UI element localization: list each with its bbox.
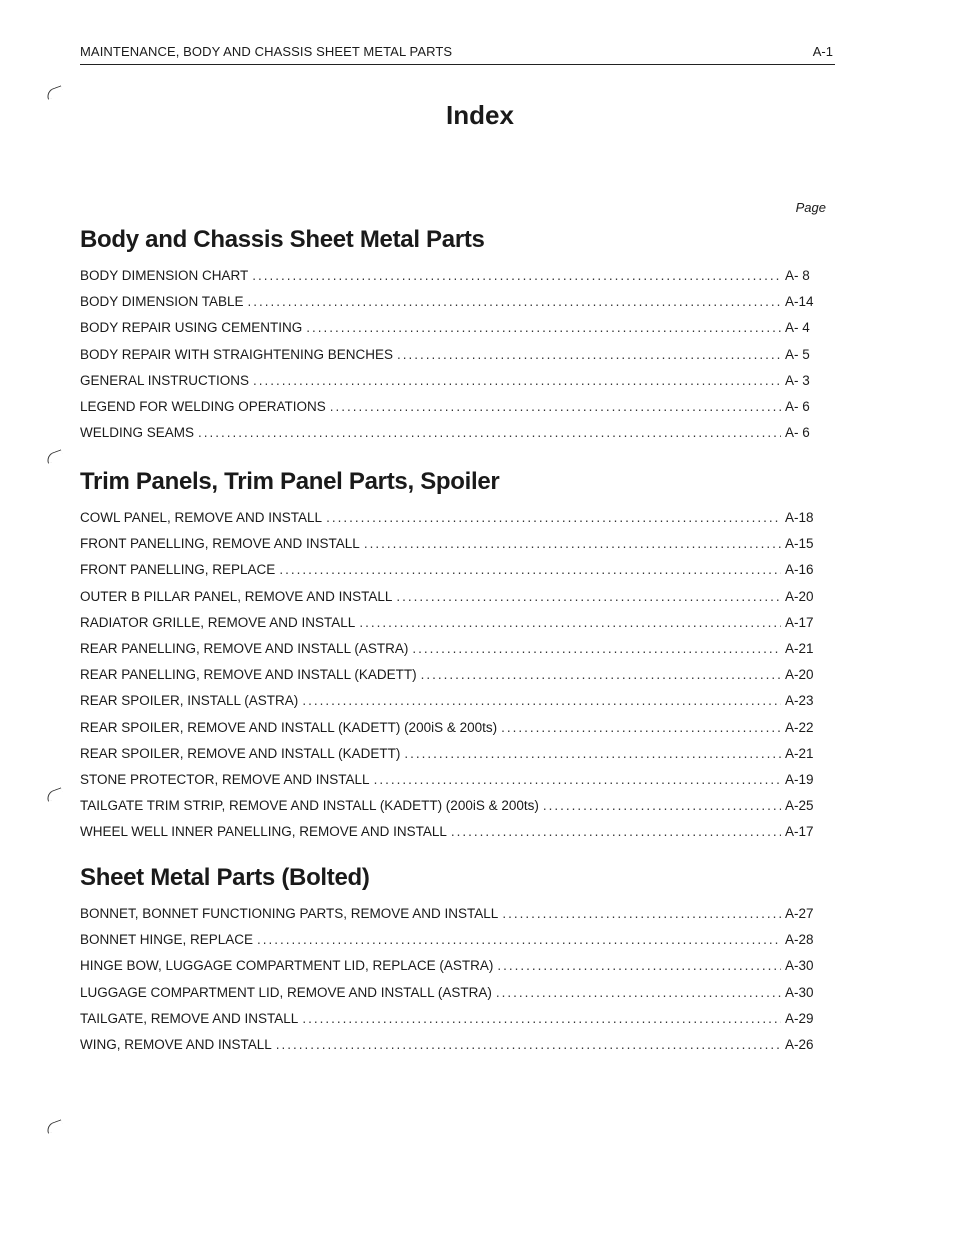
- index-entry: [80, 510, 825, 536]
- entry-label: BODY DIMENSION TABLE: [80, 294, 244, 310]
- dot-leader: [497, 958, 781, 973]
- page-column-label: Page: [795, 200, 826, 215]
- entry-label: FRONT PANELLING, REPLACE: [80, 562, 276, 578]
- entry-label: WELDING SEAMS: [80, 425, 195, 441]
- entry-page: A-21: [785, 640, 814, 656]
- entry-page: A- 6: [785, 398, 810, 414]
- entry-label: REAR PANELLING, REMOVE AND INSTALL (ASTRA): [80, 640, 409, 656]
- entry-label: REAR SPOILER, REMOVE AND INSTALL (KADETT): [80, 745, 401, 761]
- index-entry: [80, 958, 825, 984]
- entry-page: A- 8: [785, 268, 810, 283]
- section-body-chassis: [80, 226, 825, 451]
- dot-leader: [302, 1011, 781, 1026]
- entry-label: STONE PROTECTOR, REMOVE AND INSTALL: [80, 771, 370, 787]
- dot-leader: [397, 347, 781, 362]
- entry-label: TAILGATE TRIM STRIP, REMOVE AND INSTALL (KADETT) (200iS & 200ts): [80, 798, 539, 814]
- entry-page: A-30: [785, 958, 814, 974]
- entry-label: BONNET, BONNET FUNCTIONING PARTS, REMOVE AND INSTALL: [80, 906, 499, 921]
- index-entry: [80, 425, 825, 451]
- entry-label: RADIATOR GRILLE, REMOVE AND INSTALL: [80, 614, 356, 630]
- entry-page: A-25: [785, 798, 814, 814]
- entry-page: A-21: [785, 745, 814, 761]
- entry-label: BODY REPAIR USING CEMENTING: [80, 320, 303, 336]
- entry-label: WING, REMOVE AND INSTALL: [80, 1036, 272, 1052]
- entry-label: GENERAL INSTRUCTIONS: [80, 372, 250, 388]
- entry-label: BODY REPAIR WITH STRAIGHTENING BENCHES: [80, 346, 394, 362]
- index-entry: [80, 824, 825, 850]
- index-entry: [80, 294, 825, 320]
- entry-label: FRONT PANELLING, REMOVE AND INSTALL: [80, 536, 360, 552]
- dot-leader: [421, 667, 781, 682]
- entry-list: [80, 268, 825, 451]
- dot-leader: [198, 425, 781, 440]
- index-entry: [80, 906, 825, 932]
- dot-leader: [279, 562, 781, 577]
- entry-label: LEGEND FOR WELDING OPERATIONS: [80, 398, 326, 414]
- section-trim-panels: [80, 468, 825, 850]
- dot-leader: [502, 906, 781, 921]
- index-entry: [80, 932, 825, 958]
- entry-page: A-16: [785, 562, 814, 578]
- dot-leader: [330, 399, 781, 414]
- index-entry: [80, 615, 825, 641]
- entry-page: A-20: [785, 588, 814, 604]
- entry-label: BODY DIMENSION CHART: [80, 268, 249, 283]
- entry-list: [80, 906, 825, 1063]
- punch-mark: [45, 85, 64, 99]
- entry-page: A- 5: [785, 346, 810, 362]
- header-page-number: A-1: [812, 44, 833, 59]
- entry-page: A- 3: [785, 372, 810, 388]
- section-sheet-metal-bolted: [80, 864, 825, 1063]
- dot-leader: [396, 589, 781, 604]
- entry-page: A-17: [785, 824, 814, 840]
- dot-leader: [543, 798, 781, 813]
- index-entry: [80, 720, 825, 746]
- entry-page: A-27: [785, 906, 814, 921]
- entry-page: A-29: [785, 1010, 814, 1026]
- punch-mark: [45, 449, 64, 463]
- dot-leader: [302, 693, 781, 708]
- punch-mark: [45, 787, 64, 801]
- index-entry: [80, 641, 825, 667]
- dot-leader: [253, 373, 781, 388]
- header-title: MAINTENANCE, BODY AND CHASSIS SHEET METAL PARTS: [80, 44, 453, 59]
- index-entry: [80, 536, 825, 562]
- index-entry: [80, 1037, 825, 1063]
- dot-leader: [451, 824, 781, 839]
- punch-mark: [45, 1119, 64, 1133]
- index-entry: [80, 268, 825, 294]
- index-entry: [80, 1011, 825, 1037]
- index-entry: [80, 746, 825, 772]
- index-entry: [80, 320, 825, 346]
- dot-leader: [276, 1037, 781, 1052]
- entry-page: A-28: [785, 932, 814, 948]
- entry-page: A-30: [785, 984, 814, 1000]
- index-entry: [80, 667, 825, 693]
- entry-page: A-18: [785, 510, 814, 525]
- dot-leader: [359, 615, 781, 630]
- dot-leader: [404, 746, 781, 761]
- entry-page: A-15: [785, 536, 814, 552]
- dot-leader: [364, 536, 781, 551]
- entry-page: A-20: [785, 667, 814, 683]
- index-entry: [80, 985, 825, 1011]
- index-entry: [80, 347, 825, 373]
- entry-label: BONNET HINGE, REPLACE: [80, 932, 254, 948]
- entry-label: REAR SPOILER, INSTALL (ASTRA): [80, 693, 299, 709]
- page-header: [80, 38, 835, 65]
- entry-page: A-14: [785, 294, 814, 310]
- index-title: Index: [446, 100, 514, 130]
- entry-label: LUGGAGE COMPARTMENT LID, REMOVE AND INSTALL (ASTRA): [80, 984, 492, 1000]
- entry-page: A-17: [785, 614, 814, 630]
- entry-page: A-22: [785, 719, 814, 735]
- entry-label: REAR SPOILER, REMOVE AND INSTALL (KADETT) (200iS & 200ts): [80, 719, 498, 735]
- entry-list: [80, 510, 825, 850]
- index-entry: [80, 798, 825, 824]
- entry-label: TAILGATE, REMOVE AND INSTALL: [80, 1010, 299, 1026]
- dot-leader: [501, 720, 781, 735]
- dot-leader: [412, 641, 781, 656]
- entry-label: WHEEL WELL INNER PANELLING, REMOVE AND INSTALL: [80, 824, 447, 840]
- entry-label: HINGE BOW, LUGGAGE COMPARTMENT LID, REPLACE (ASTRA): [80, 958, 494, 974]
- dot-leader: [252, 268, 781, 283]
- dot-leader: [496, 985, 781, 1000]
- dot-leader: [326, 510, 781, 525]
- entry-label: COWL PANEL, REMOVE AND INSTALL: [80, 510, 323, 525]
- entry-page: A-23: [785, 693, 814, 709]
- dot-leader: [306, 320, 781, 335]
- dot-leader: [257, 932, 781, 947]
- section-title: Body and Chassis Sheet Metal Parts: [80, 226, 485, 253]
- entry-page: A-26: [785, 1036, 814, 1052]
- section-title: Sheet Metal Parts (Bolted): [80, 864, 370, 891]
- entry-page: A- 6: [785, 425, 810, 441]
- entry-page: A-19: [785, 771, 814, 787]
- dot-leader: [248, 294, 781, 309]
- dot-leader: [374, 772, 781, 787]
- index-entry: [80, 589, 825, 615]
- section-title: Trim Panels, Trim Panel Parts, Spoiler: [80, 468, 500, 495]
- entry-label: OUTER B PILLAR PANEL, REMOVE AND INSTALL: [80, 588, 393, 604]
- index-entry: [80, 373, 825, 399]
- entry-label: REAR PANELLING, REMOVE AND INSTALL (KADETT): [80, 667, 417, 683]
- index-entry: [80, 693, 825, 719]
- index-entry: [80, 772, 825, 798]
- index-entry: [80, 399, 825, 425]
- index-entry: [80, 562, 825, 588]
- entry-page: A- 4: [785, 320, 810, 336]
